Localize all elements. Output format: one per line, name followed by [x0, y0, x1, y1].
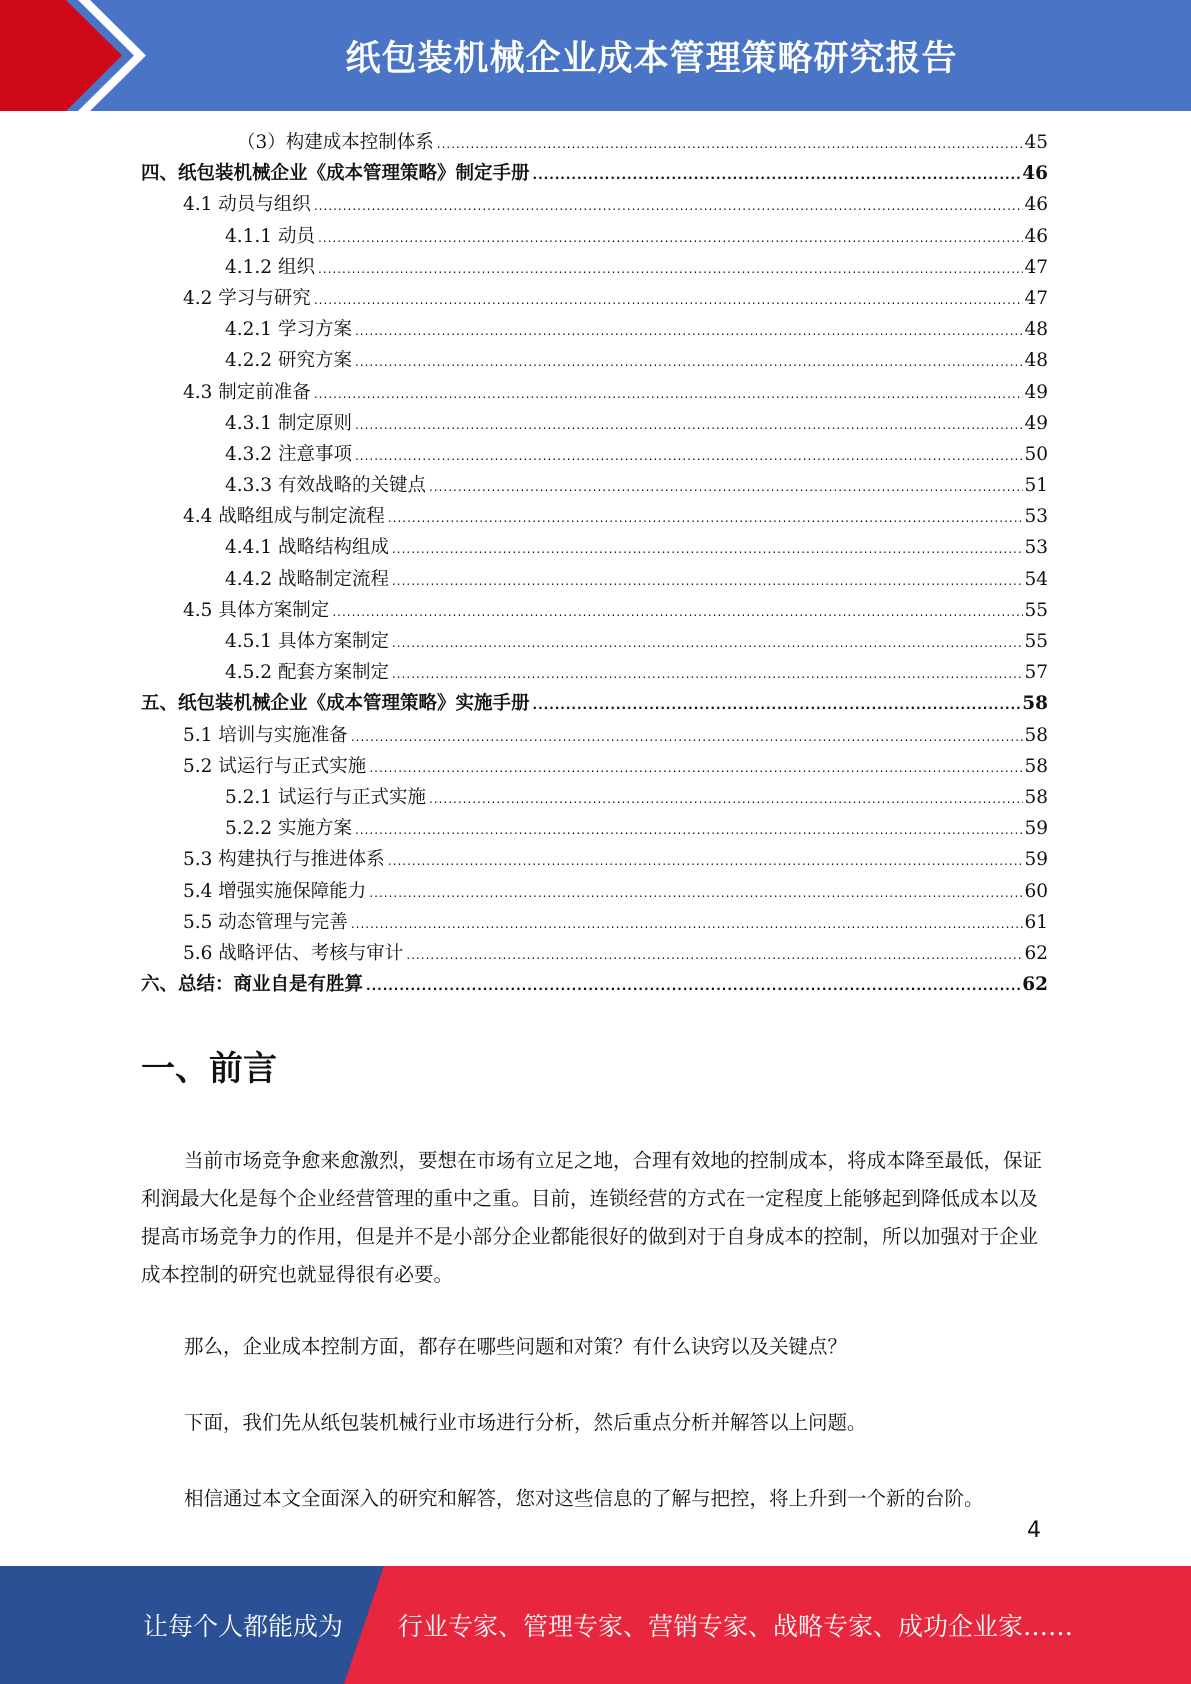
toc-entry[interactable]: [141, 222, 1048, 253]
toc-entry[interactable]: [141, 409, 1048, 440]
toc-entry[interactable]: [141, 721, 1048, 752]
toc-entry-label: 4.4.2 战略制定流程: [225, 568, 389, 590]
toc-leader-dots: [318, 262, 1024, 276]
toc-entry-page: 59: [1024, 849, 1048, 871]
toc-leader-dots: [351, 730, 1024, 744]
toc-entry[interactable]: [141, 502, 1048, 533]
toc-entry[interactable]: [141, 845, 1048, 876]
toc-leader-dots: [392, 542, 1023, 556]
toc-entry-page: 58: [1022, 693, 1048, 715]
toc-entry-label: 4.5.1 具体方案制定: [225, 631, 389, 652]
section-heading: 一、前言: [141, 1049, 277, 1089]
toc-entry[interactable]: [141, 689, 1048, 720]
toc-entry-label: 4.4.1 战略结构组成: [225, 537, 389, 559]
toc-leader-dots: [429, 480, 1023, 494]
question-paragraph: 那么，企业成本控制方面，都存在哪些问题和对策？有什么诀窍以及关键点？: [184, 1335, 848, 1358]
toc-leader-dots: [355, 355, 1024, 369]
toc-entry-label: 5.3 构建执行与推进体系: [183, 849, 385, 871]
toc-entry[interactable]: [141, 471, 1048, 502]
toc-leader-dots: [533, 168, 1022, 182]
toc-leader-dots: [369, 886, 1023, 900]
toc-entry[interactable]: [141, 440, 1048, 471]
toc-entry-label: 五、纸包装机械企业《成本管理策略》实施手册: [141, 693, 530, 715]
toc-leader-dots: [533, 698, 1022, 712]
toc-entry-label: 4.3.1 制定原则: [225, 412, 352, 434]
toc-entry-label: 4.3 制定前准备: [183, 381, 311, 403]
toc-entry-label: 5.2 试运行与正式实施: [183, 755, 367, 777]
toc-entry-label: 5.6 战略评估、考核与审计: [183, 942, 404, 964]
toc-leader-dots: [318, 231, 1024, 245]
toc-entry-page: 46: [1024, 194, 1048, 216]
toc-entry-page: 48: [1024, 350, 1048, 372]
toc-entry[interactable]: [141, 159, 1048, 190]
page-number: 4: [1027, 1518, 1041, 1543]
toc-entry-label: 六、总结：商业自是有胜算: [141, 974, 364, 996]
toc-entry[interactable]: [141, 970, 1048, 1001]
toc-entry[interactable]: [141, 783, 1048, 814]
toc-entry-page: 51: [1024, 475, 1048, 497]
toc-entry[interactable]: [141, 752, 1048, 783]
toc-leader-dots: [314, 387, 1024, 401]
toc-entry-page: 54: [1024, 568, 1048, 590]
intro-paragraph: 当前市场竞争愈来愈激烈，要想在市场有立足之地，合理有效地的控制成本，将成本降至最低，保证利润最大化是每个企业经营管理的重中之重。目前，连锁经营的方式在一定程度上能够起到降低成本以及提高市场竞争力的作用，但是并不是小部分企业都能很好的做到对于自身成本的控制，所以加强对于企业成本控制的研究也就显得很有必要。: [141, 1149, 1043, 1286]
toc-entry-page: 46: [1022, 163, 1048, 185]
toc-leader-dots: [388, 854, 1024, 868]
toc-leader-dots: [314, 293, 1024, 307]
report-title: 纸包装机械企业成本管理策略研究报告: [345, 38, 958, 79]
toc-entry[interactable]: [141, 596, 1048, 627]
toc-entry-label: 4.5 具体方案制定: [183, 599, 330, 621]
toc-entry[interactable]: [141, 346, 1048, 377]
footer-banner: [0, 1566, 1191, 1684]
toc-entry-page: 58: [1024, 755, 1048, 777]
toc-entry[interactable]: [141, 284, 1048, 315]
toc-entry-label: 4.2.2 研究方案: [225, 350, 352, 372]
toc-entry-page: 58: [1024, 724, 1048, 746]
toc-entry[interactable]: [141, 315, 1048, 346]
toc-entry[interactable]: [141, 908, 1048, 939]
toc-entry-page: 55: [1024, 631, 1048, 652]
toc-entry[interactable]: [141, 939, 1048, 970]
toc-entry-label: 4.1.2 组织: [225, 256, 315, 278]
toc-leader-dots: [388, 511, 1024, 525]
toc-entry[interactable]: [141, 627, 1048, 658]
toc-entry[interactable]: [141, 378, 1048, 409]
toc-entry-page: 53: [1024, 506, 1048, 528]
toc-entry[interactable]: [141, 253, 1048, 284]
toc-entry-label: 4.2.1 学习方案: [225, 319, 352, 341]
toc-leader-dots: [369, 761, 1023, 775]
toc-entry-page: 58: [1024, 786, 1048, 808]
toc-leader-dots: [437, 137, 1024, 151]
toc-entry-page: 59: [1024, 818, 1048, 840]
toc-entry[interactable]: [141, 128, 1048, 159]
toc-entry-page: 47: [1024, 256, 1048, 278]
toc-entry-label: 4.5.2 配套方案制定: [225, 662, 389, 684]
toc-leader-dots: [355, 418, 1024, 432]
toc-entry-page: 47: [1024, 287, 1048, 309]
toc-entry-page: 50: [1024, 443, 1048, 465]
toc-entry-page: 55: [1024, 599, 1048, 621]
toc-entry-page: 46: [1024, 225, 1048, 247]
toc-entry-label: 5.5 动态管理与完善: [183, 911, 348, 933]
toc-entry-page: 53: [1024, 537, 1048, 559]
toc-leader-dots: [366, 979, 1021, 993]
toc-entry-page: 57: [1024, 662, 1048, 684]
toc-entry-label: 5.4 增强实施保障能力: [183, 880, 367, 902]
toc-entry-page: 48: [1024, 319, 1048, 341]
approach-paragraph: 下面，我们先从纸包装机械行业市场进行分析，然后重点分析并解答以上问题。: [184, 1411, 867, 1434]
header-banner: [0, 0, 1191, 111]
toc-entry-page: 45: [1024, 132, 1048, 153]
toc-entry[interactable]: [141, 565, 1048, 596]
toc-leader-dots: [355, 823, 1024, 837]
table-of-contents: [141, 128, 1048, 1001]
toc-entry[interactable]: [141, 533, 1048, 564]
toc-entry-label: 4.1.1 动员: [225, 225, 315, 247]
toc-leader-dots: [429, 792, 1023, 806]
toc-entry[interactable]: [141, 658, 1048, 689]
toc-leader-dots: [355, 324, 1024, 338]
toc-entry-label: 4.3.2 注意事项: [225, 443, 352, 465]
toc-leader-dots: [355, 449, 1024, 463]
toc-leader-dots: [392, 574, 1023, 588]
toc-leader-dots: [392, 667, 1023, 681]
toc-leader-dots: [351, 917, 1024, 931]
toc-entry[interactable]: [141, 877, 1048, 908]
toc-entry-page: 62: [1022, 974, 1048, 996]
toc-entry[interactable]: [141, 190, 1048, 221]
toc-entry-label: 4.3.3 有效战略的关键点: [225, 475, 426, 497]
toc-leader-dots: [332, 605, 1023, 619]
toc-leader-dots: [392, 636, 1023, 650]
toc-entry-page: 61: [1024, 911, 1048, 933]
toc-entry-page: 49: [1024, 381, 1048, 403]
toc-entry-label: 5.2.2 实施方案: [225, 818, 352, 840]
toc-entry-label: 四、纸包装机械企业《成本管理策略》制定手册: [141, 163, 530, 185]
toc-entry-label: 4.2 学习与研究: [183, 287, 311, 309]
toc-entry-page: 62: [1024, 942, 1048, 964]
toc-entry-label: 4.4 战略组成与制定流程: [183, 506, 385, 528]
toc-entry[interactable]: [141, 814, 1048, 845]
footer-slogan-right: 行业专家、管理专家、营销专家、战略专家、成功企业家……: [398, 1612, 1074, 1641]
toc-leader-dots: [314, 199, 1024, 213]
toc-entry-label: 5.1 培训与实施准备: [183, 724, 348, 746]
toc-entry-label: 5.2.1 试运行与正式实施: [225, 786, 426, 808]
toc-entry-label: （3）构建成本控制体系: [237, 132, 434, 153]
toc-entry-label: 4.1 动员与组织: [183, 194, 311, 216]
footer-slogan-left: 让每个人都能成为: [143, 1612, 344, 1641]
closing-paragraph: 相信通过本文全面深入的研究和解答，您对这些信息的了解与把控，将上升到一个新的台阶。: [184, 1487, 984, 1510]
toc-entry-page: 60: [1024, 880, 1048, 902]
toc-leader-dots: [406, 948, 1023, 962]
toc-entry-page: 49: [1024, 412, 1048, 434]
